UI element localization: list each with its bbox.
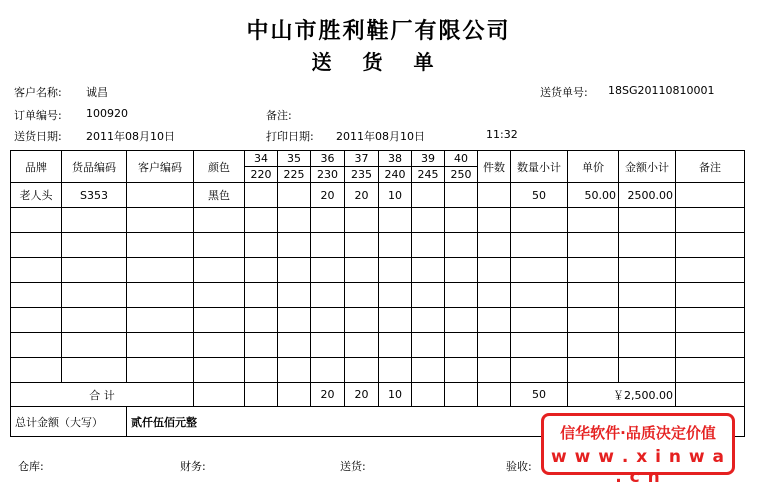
cell-size-qty: 20 xyxy=(345,183,379,208)
cell-size-qty: 20 xyxy=(311,183,345,208)
cell-remark xyxy=(676,183,745,208)
header-size-bottom: 225 xyxy=(278,167,311,183)
total-row xyxy=(11,383,745,407)
empty-row xyxy=(11,233,745,258)
empty-row xyxy=(11,308,745,333)
delivery-table xyxy=(10,150,745,437)
cell-size-qty xyxy=(278,183,311,208)
empty-row xyxy=(11,258,745,283)
table-row xyxy=(11,183,745,208)
header-pieces: 件数 xyxy=(478,151,511,183)
header-size-top: 38 xyxy=(379,151,412,167)
total-amount: ￥2,500.00 xyxy=(568,383,676,407)
amount-words-value: 贰仟伍佰元整 xyxy=(127,407,745,437)
header-size-top: 34 xyxy=(245,151,278,167)
empty-row xyxy=(11,208,745,233)
empty-row xyxy=(11,358,745,383)
header-size-top: 37 xyxy=(345,151,379,167)
header-size-bottom: 245 xyxy=(412,167,445,183)
cell-size-qty xyxy=(412,183,445,208)
cell-amount-subtotal: 2500.00 xyxy=(619,183,676,208)
cell-qty-subtotal: 50 xyxy=(511,183,568,208)
header-size-top: 39 xyxy=(412,151,445,167)
header-qty-subtotal: 数量小计 xyxy=(511,151,568,183)
total-qty: 50 xyxy=(511,383,568,407)
total-size-qty xyxy=(245,383,278,407)
document-title: 送 货 单 xyxy=(311,50,446,74)
header-size-bottom: 230 xyxy=(311,167,345,183)
customer-value: 诚昌 xyxy=(86,86,108,99)
delivery-no-value: 18SG20110810001 xyxy=(608,84,715,97)
cell-brand: 老人头 xyxy=(11,183,62,208)
header-size-top: 36 xyxy=(311,151,345,167)
footer-delivery: 送货: xyxy=(340,460,366,473)
total-size-qty xyxy=(412,383,445,407)
footer-acceptance: 验收: xyxy=(506,460,532,473)
header-size-top: 40 xyxy=(445,151,478,167)
header-item-code: 货品编码 xyxy=(62,151,127,183)
amount-words-label: 总计金额（大写） xyxy=(11,407,127,437)
header-size-bottom: 240 xyxy=(379,167,412,183)
total-size-qty xyxy=(445,383,478,407)
header-brand: 品牌 xyxy=(11,151,62,183)
watermark-line1: 信华软件·品质决定价值 xyxy=(560,424,716,442)
empty-row xyxy=(11,333,745,358)
total-pieces xyxy=(478,383,511,407)
cell-color: 黑色 xyxy=(194,183,245,208)
footer-finance: 财务: xyxy=(180,460,206,473)
header-customer-code: 客户编码 xyxy=(127,151,194,183)
total-size-qty: 20 xyxy=(311,383,345,407)
remarks-label: 备注: xyxy=(266,109,292,122)
total-size-qty: 10 xyxy=(379,383,412,407)
cell-size-qty xyxy=(445,183,478,208)
order-no-label: 订单编号: xyxy=(14,109,62,122)
total-label: 合 计 xyxy=(11,383,194,407)
cell-unit-price: 50.00 xyxy=(568,183,619,208)
total-size-qty: 20 xyxy=(345,383,379,407)
header-size-bottom: 235 xyxy=(345,167,379,183)
print-date-label: 打印日期: xyxy=(266,130,314,143)
cell-pieces xyxy=(478,183,511,208)
total-size-qty xyxy=(278,383,311,407)
header-size-bottom: 220 xyxy=(245,167,278,183)
print-time: 11:32 xyxy=(486,128,518,141)
print-date-value: 2011年08月10日 xyxy=(336,130,425,143)
delivery-date-value: 2011年08月10日 xyxy=(86,130,175,143)
delivery-no-label: 送货单号: xyxy=(540,86,588,99)
header-size-top: 35 xyxy=(278,151,311,167)
header-amount-subtotal: 金额小计 xyxy=(619,151,676,183)
delivery-date-label: 送货日期: xyxy=(14,130,62,143)
footer-warehouse: 仓库: xyxy=(18,460,44,473)
header-color: 颜色 xyxy=(194,151,245,183)
empty-row xyxy=(11,283,745,308)
cell-customer-code xyxy=(127,183,194,208)
header-size-bottom: 250 xyxy=(445,167,478,183)
watermark-stamp xyxy=(541,413,735,487)
customer-label: 客户名称: xyxy=(14,86,62,99)
watermark-line2: w w w . x i n w a . c n xyxy=(551,447,725,487)
order-no-value: 100920 xyxy=(86,107,128,120)
header-remark: 备注 xyxy=(676,151,745,183)
cell-size-qty xyxy=(245,183,278,208)
company-title: 中山市胜利鞋厂有限公司 xyxy=(246,19,511,44)
cell-item-code: S353 xyxy=(62,183,127,208)
cell-size-qty: 10 xyxy=(379,183,412,208)
header-unit-price: 单价 xyxy=(568,151,619,183)
